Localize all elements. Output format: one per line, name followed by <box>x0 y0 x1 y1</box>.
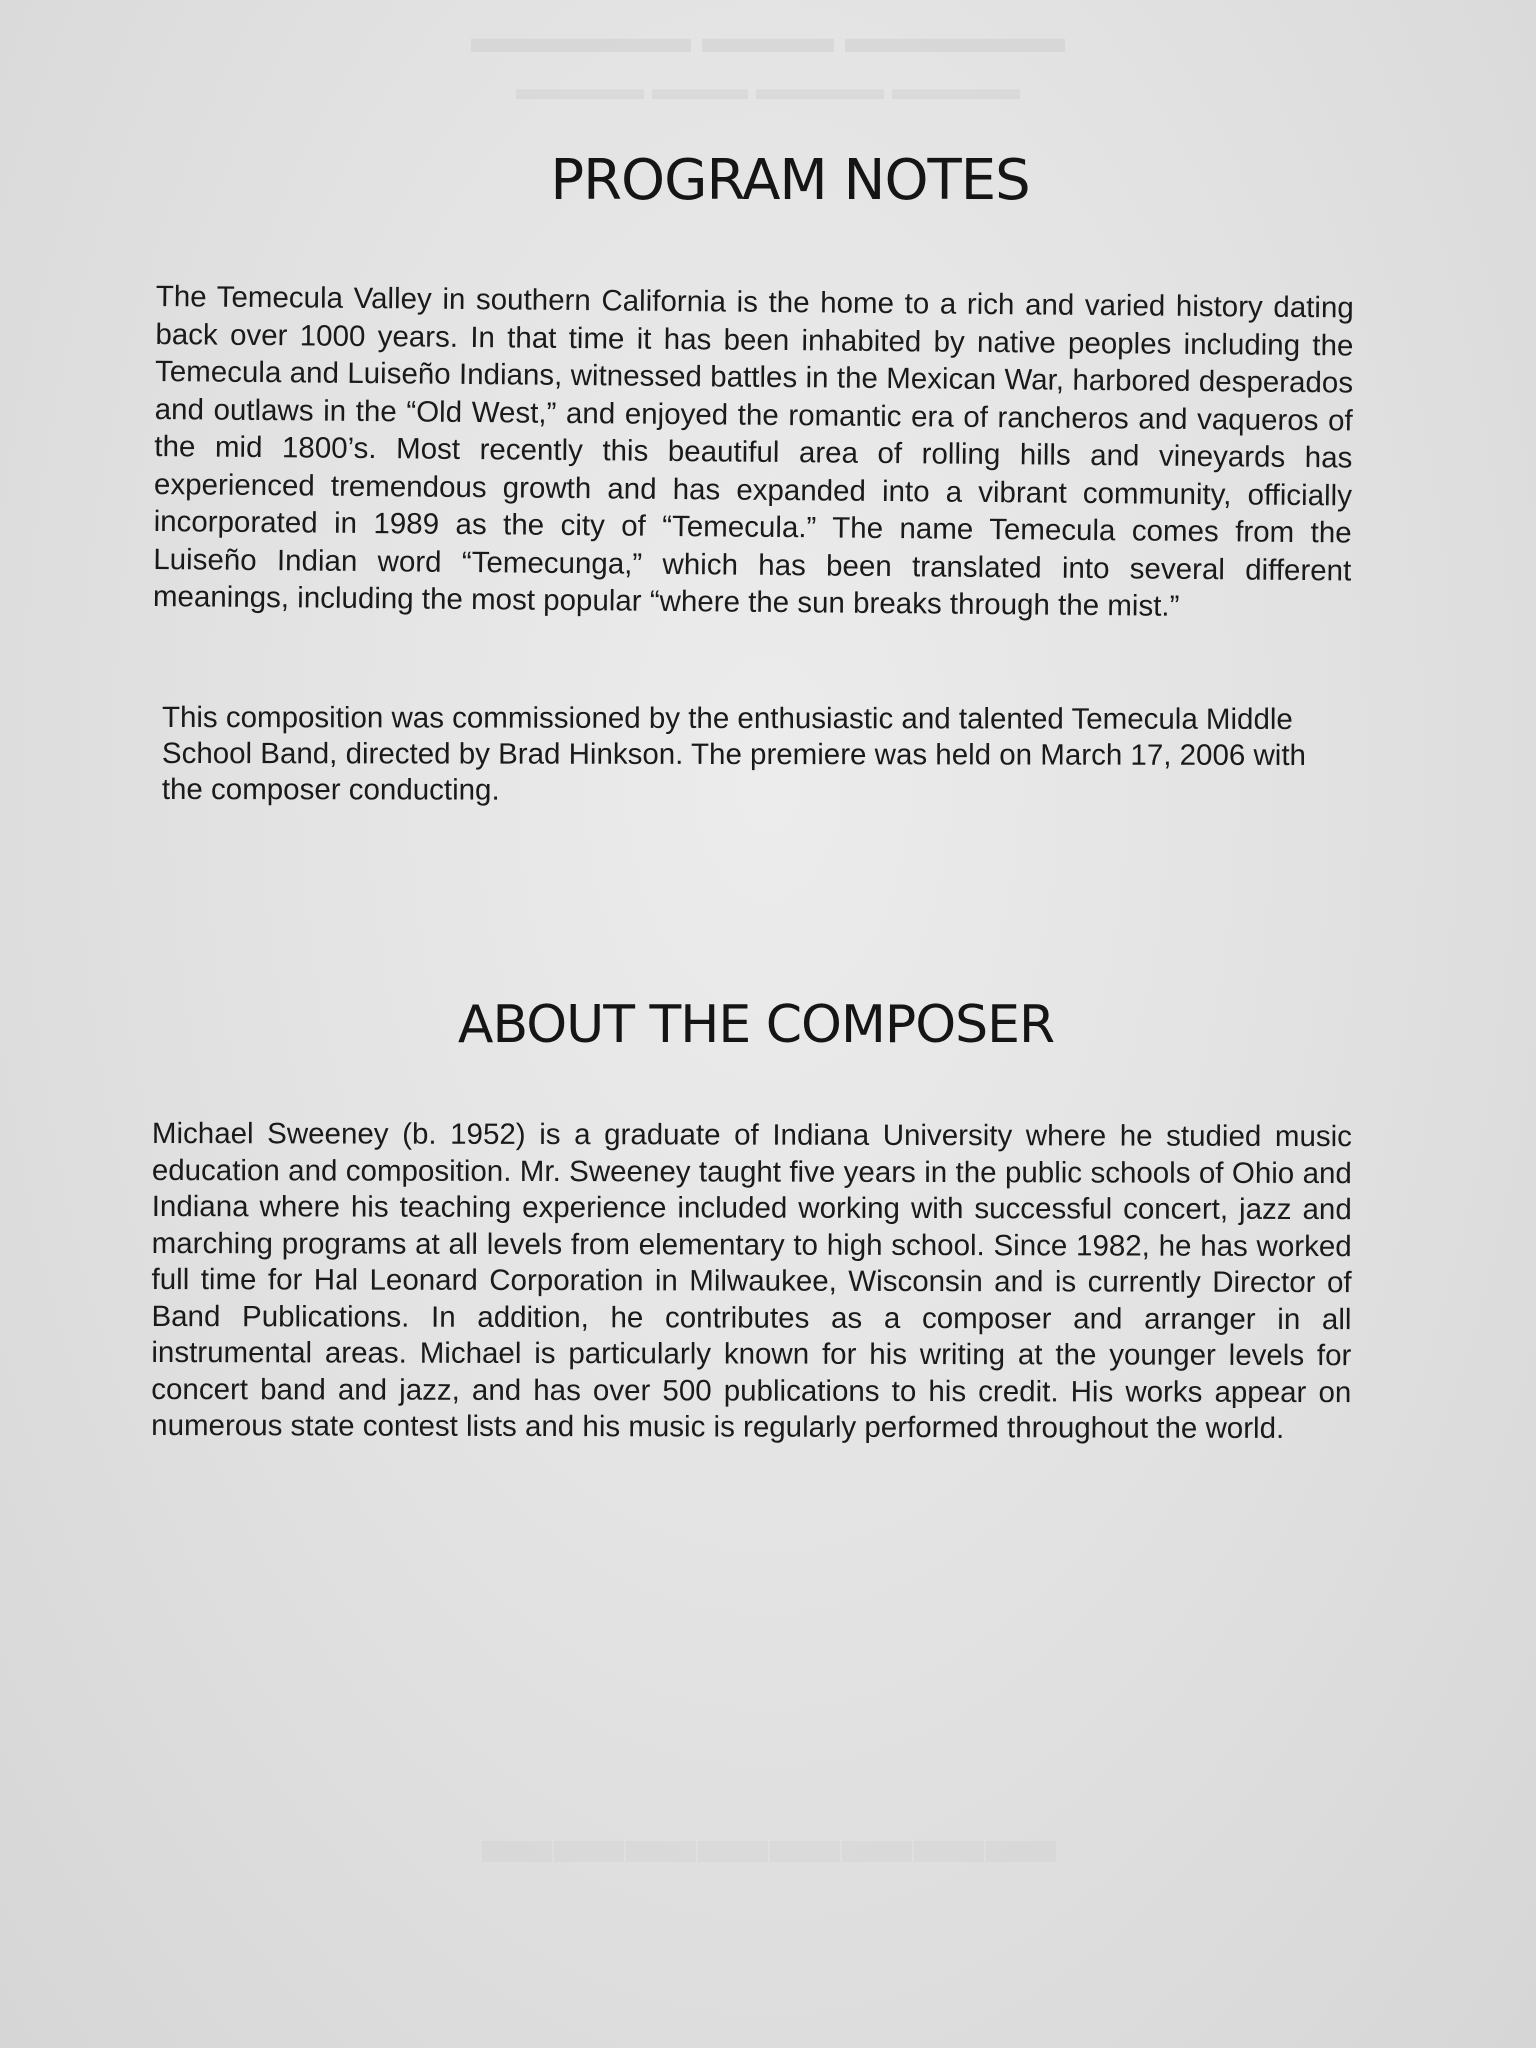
about-composer-paragraph: Michael Sweeney (b. 1952) is a graduate of Indiana University where he studied music education and composition. Mr. Sweeney taught five years in the public schools of Ohio and Indiana where his teaching experience included working with successful concert, jazz and marching programs at all levels from elementary to high school. Since 1982, he has worked full time for Hal Leonard Corporation in Milwaukee, Wisconsin and is currently Director of Band Publications. In addition, he contributes as a composer and arranger in all instrumental areas. Michael is particularly known for his writing at the younger levels for concert band and jazz, and has over 500 publications to his credit. His works appear on numerous state contest lists and his music is regularly performed throughout the world. <box>151 1117 1352 1445</box>
bleed-through-decoration: ▬▬▬▬▬ ▬▬▬ ▬▬▬▬▬ <box>471 13 1065 62</box>
program-notes-title: PROGRAM NOTES <box>550 148 1030 213</box>
bleed-through-decoration: ▬▬▬▬▬▬▬▬ <box>480 1801 1056 1878</box>
about-composer-title: ABOUT THE COMPOSER <box>457 995 1055 1055</box>
bleed-through-decoration: ▬▬▬▬ ▬▬▬▬ ▬▬▬ ▬▬▬▬ <box>516 70 1020 106</box>
program-notes-paragraph-2: This composition was commissioned by the enthusiastic and talented Temecula Middle School Band, directed by Brad Hinkson. The premiere was held on March 17, 2006 with the composer conducting. <box>161 701 1306 807</box>
program-notes-paragraph-1: The Temecula Valley in southern California is the home to a rich and varied history dating back over 1000 years. In that time it has been inhabited by native peoples including the Temecula and Luiseño Indians, witnessed battles in the Mexican War, harbored desperados and outlaws in the “Old West,” and enjoyed the romantic era of rancheros and vaqueros of the mid 1800’s. Most recently this beautiful area of rolling hills and vineyards has experienced tremendous growth and has expanded into a vibrant community, officially incorporated in 1989 as the city of “Temecula.” The name Temecula comes from the Luiseño Indian word “Temecunga,” which has been translated into several different meanings, including the most popular “where the sun breaks through the mist.” <box>152 279 1354 623</box>
